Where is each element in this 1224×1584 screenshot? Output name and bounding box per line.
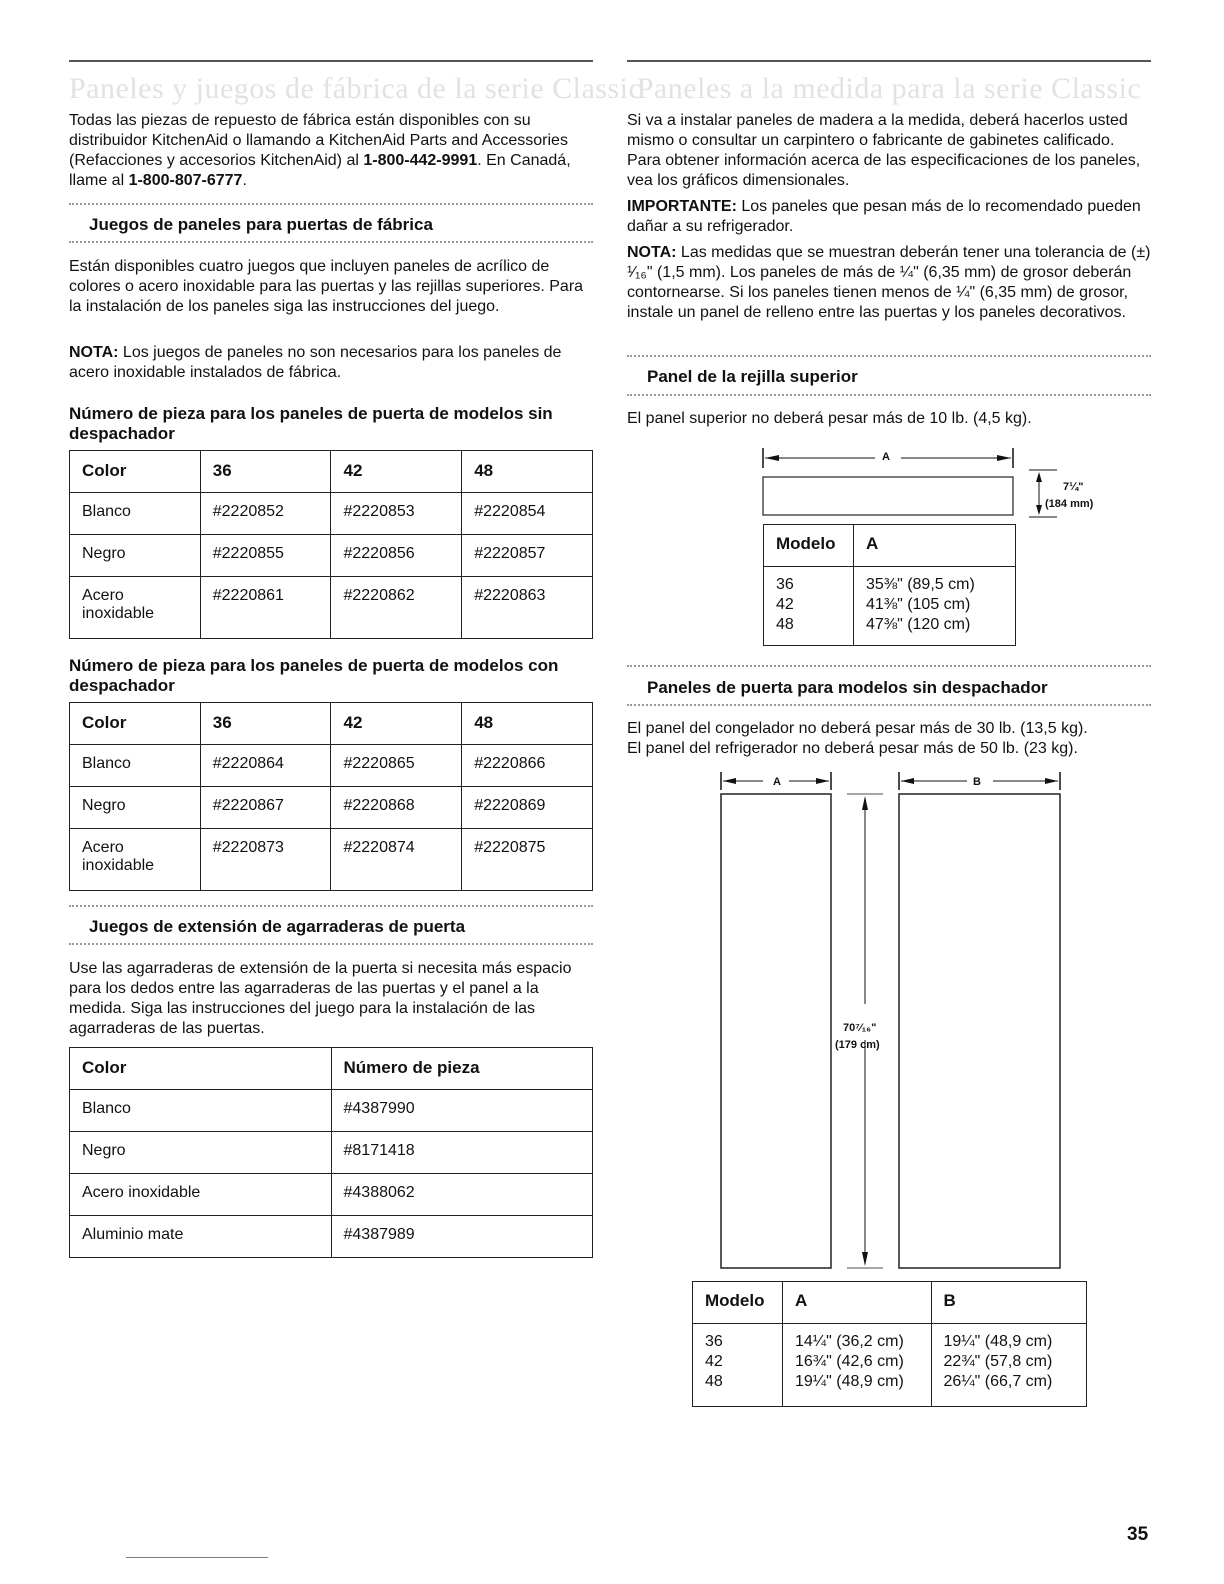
- table-row: 36 42 48 14¼" (36,2 cm) 16¾" (42,6 cm) 19¼" (48,9 cm) 19¼" (48,9 cm) 22¾" (57,8 cm) 26¼" (66,7 cm): [693, 1324, 1087, 1407]
- grille-panel-outline: [763, 477, 1013, 515]
- table1-title: Número de pieza para los paneles de puerta de modelos sin despachador: [69, 404, 553, 443]
- arrow-left-icon: [723, 778, 736, 784]
- table-header-row: Color 36 42 48: [70, 451, 593, 493]
- table-header-row: Modelo A B: [693, 1282, 1087, 1324]
- section-heading-grille: Panel de la rejilla superior: [647, 367, 858, 386]
- table-header-row: Color Número de pieza: [70, 1048, 593, 1090]
- tolerance-note: NOTA: Las medidas que se muestran deberán tener una tolerancia de (±) ¹⁄₁₆" (1,5 mm). Los paneles de más de ¼" (6,35 mm) de grosor deberán contornearse. Si los paneles tienen menos de ¼" (6,35 mm) de grosor, instale un panel de relleno entre las puertas y los paneles decorativos.: [627, 244, 1151, 321]
- grille-diagram: [757, 440, 1157, 520]
- table-no-dispenser: [69, 450, 593, 639]
- top-rule: [69, 60, 593, 62]
- important-note: IMPORTANTE: Los paneles que pesan más de lo recomendado pueden dañar a su refrigerador.: [627, 198, 1141, 235]
- door-diagram: [717, 768, 1077, 1278]
- section-heading-factory-kits: Juegos de paneles para puertas de fábrica: [89, 215, 433, 234]
- factory-kits-body: Están disponibles cuatro juegos que incluyen paneles de acrílico de colores o acero inoxidable para las puertas y las rejillas superiores. Para la instalación de los paneles siga las instrucciones del juego.: [69, 258, 584, 315]
- right-section-title: Paneles a la medida para la serie Classic: [636, 72, 1142, 105]
- table-row: Negro #2220867 #2220868 #2220869: [70, 787, 593, 829]
- phone-canada: 1-800-807-6777: [128, 172, 243, 189]
- divider: [627, 704, 1151, 706]
- arrow-up-icon: [862, 796, 868, 810]
- refrigerator-panel-outline: [899, 794, 1060, 1268]
- arrow-down-icon: [1036, 505, 1042, 515]
- divider: [69, 905, 593, 907]
- table-row: Blanco #2220852 #2220853 #2220854: [70, 493, 593, 535]
- divider: [69, 203, 593, 205]
- footer-rule: [126, 1557, 268, 1558]
- grille-label-a: A: [882, 451, 890, 463]
- table-row: Negro #2220855 #2220856 #2220857: [70, 535, 593, 577]
- factory-kits-note: NOTA: Los juegos de paneles no son necesarios para los paneles de acero inoxidable instalados de fábrica.: [69, 344, 562, 381]
- arrow-left-icon: [765, 455, 779, 461]
- table-row: Negro #8171418: [70, 1132, 593, 1174]
- right-intro: Si va a instalar paneles de madera a la medida, deberá hacerlos usted mismo o consultar un carpintero o fabricante de gabinetes calificado. Para obtener información acerca de las especificaciones de los paneles, vea los gráficos dimensionales.: [627, 112, 1141, 189]
- grille-height-mm: (184 mm): [1045, 498, 1094, 510]
- door-height-in: 70⁷⁄₁₆": [843, 1022, 877, 1034]
- divider: [69, 943, 593, 945]
- freezer-panel-outline: [721, 794, 831, 1268]
- table-row: Aluminio mate #4387989: [70, 1216, 593, 1258]
- table-row: Blanco #2220864 #2220865 #2220866: [70, 745, 593, 787]
- handle-extension-body: Use las agarraderas de extensión de la puerta si necesita más espacio para los dedos entre las agarraderas de las puertas y el panel a la medida. Siga las instrucciones del juego para la instalación de las agarraderas de las puertas.: [69, 960, 572, 1037]
- divider: [627, 394, 1151, 396]
- left-intro: Todas las piezas de repuesto de fábrica están disponibles con su distribuidor KitchenAid o llamando a KitchenAid Parts and Accessories (Refacciones y accesorios KitchenAid) al 1-800-442-9991. En Canadá, llame al 1-800-807-6777.: [69, 112, 571, 189]
- arrow-right-icon: [997, 455, 1011, 461]
- top-rule: [627, 60, 1151, 62]
- door-label-b: B: [973, 776, 981, 788]
- section-heading-handle-extension: Juegos de extensión de agarraderas de puerta: [89, 917, 466, 936]
- table-row: Blanco #4387990: [70, 1090, 593, 1132]
- table-row: 36 42 48 35⅜" (89,5 cm) 41⅜" (105 cm) 47⅜" (120 cm): [764, 567, 1016, 646]
- door-height-cm: (179 cm): [835, 1039, 880, 1051]
- arrow-left-icon: [901, 778, 914, 784]
- arrow-down-icon: [862, 1252, 868, 1266]
- divider: [627, 355, 1151, 357]
- arrow-up-icon: [1036, 472, 1042, 482]
- left-section-title: Paneles y juegos de fábrica de la serie Classic: [69, 72, 643, 105]
- divider: [627, 665, 1151, 667]
- divider: [69, 241, 593, 243]
- arrow-right-icon: [816, 778, 829, 784]
- table-row: Acero inoxidable #2220873 #2220874 #2220875: [70, 829, 593, 891]
- table-row: Acero inoxidable #4388062: [70, 1174, 593, 1216]
- table-handle-extension: [69, 1047, 593, 1258]
- table2-title: Número de pieza para los paneles de puerta de modelos con despachador: [69, 656, 559, 695]
- door-panels-body-2: El panel del refrigerador no deberá pesar más de 50 lb. (23 kg).: [627, 740, 1078, 757]
- arrow-right-icon: [1045, 778, 1058, 784]
- door-label-a: A: [773, 776, 781, 788]
- table-header-row: Modelo A: [764, 525, 1016, 567]
- grille-height-in: 7¼": [1063, 481, 1084, 493]
- page-number: 35: [1127, 1524, 1149, 1545]
- table-grille-dimensions: [763, 524, 1016, 646]
- section-heading-door-panels: Paneles de puerta para modelos sin despachador: [647, 678, 1048, 697]
- table-header-row: Color 36 42 48: [70, 703, 593, 745]
- table-row: Acero inoxidable #2220861 #2220862 #2220863: [70, 577, 593, 639]
- grille-body: El panel superior no deberá pesar más de 10 lb. (4,5 kg).: [627, 410, 1032, 427]
- table-door-dimensions: [692, 1281, 1087, 1407]
- table-with-dispenser: [69, 702, 593, 891]
- phone-us: 1-800-442-9991: [363, 152, 478, 169]
- door-panels-body-1: El panel del congelador no deberá pesar más de 30 lb. (13,5 kg).: [627, 720, 1088, 737]
